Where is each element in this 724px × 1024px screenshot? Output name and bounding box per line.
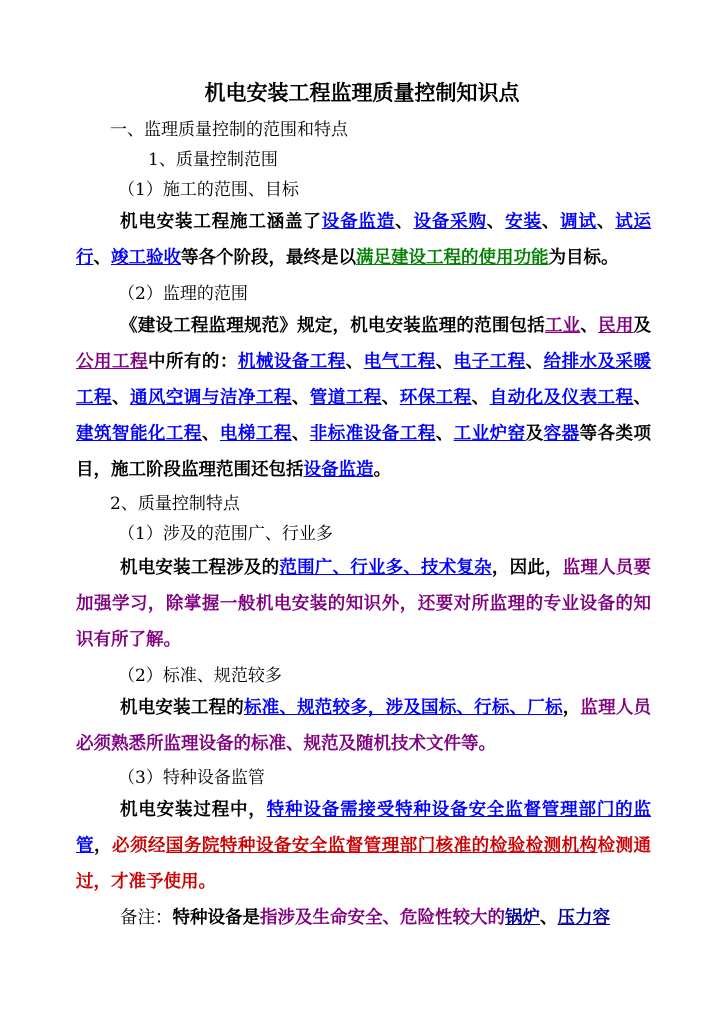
- subsection-heading-1: 1、质量控制范围: [148, 150, 278, 170]
- item-heading-2-3: （3）特种设备监管: [118, 768, 265, 788]
- text: ，因此，: [491, 558, 563, 578]
- paragraph-supervision-scope: [76, 308, 651, 488]
- text: 及: [633, 316, 652, 336]
- sep: 、: [541, 212, 561, 232]
- page-title: 机电安装工程监理质量控制知识点: [204, 81, 520, 105]
- sep: 、: [596, 212, 616, 232]
- link-elevator[interactable]: 电梯工程: [219, 424, 292, 444]
- link-special-equipment-supervision[interactable]: 特种设备需接受特种设备安全监督管理部门的监管: [76, 800, 652, 856]
- paragraph-construction-scope: [76, 204, 651, 276]
- sep: 、: [291, 424, 310, 444]
- highlight-text: 检测通过，才准予使用。: [76, 836, 652, 892]
- item-heading-1-2: （2）监理的范围: [118, 284, 248, 304]
- link-pipeline[interactable]: 管道工程: [309, 388, 382, 408]
- sep: 、: [633, 388, 652, 408]
- note-label: 备注：: [120, 908, 173, 928]
- sep: 、: [486, 212, 506, 232]
- link-standards[interactable]: 标准、规范较多，涉及国标、行标、厂标: [243, 698, 563, 718]
- paragraph-wide-scope: [76, 550, 651, 658]
- text: ，: [93, 836, 112, 856]
- link-plumbing-heating[interactable]: 给排水及采暖工程: [76, 352, 652, 408]
- link-inspection-agency[interactable]: 国务院特种设备安全监督管理部门核准的检验检测机构: [165, 836, 598, 856]
- link-commissioning[interactable]: 调试: [560, 212, 597, 232]
- text: 等各个阶段，最终是以: [181, 248, 356, 268]
- link-pressure-vessel[interactable]: 压力容: [557, 908, 610, 928]
- paragraph-standards: [76, 690, 651, 762]
- text: 中所有的：: [147, 352, 238, 372]
- link-mechanical-equipment[interactable]: 机械设备工程: [237, 352, 346, 372]
- sep: 、: [111, 388, 130, 408]
- subsection-heading-2: 2、质量控制特点: [110, 494, 240, 514]
- link-nonstandard-equipment[interactable]: 非标准设备工程: [309, 424, 436, 444]
- item-heading-2-2: （2）标准、规范较多: [118, 666, 282, 686]
- link-equipment-procurement[interactable]: 设备采购: [413, 212, 487, 232]
- sep: 、: [471, 388, 490, 408]
- link-trial-run[interactable]: 试运行: [76, 212, 652, 268]
- sep: 、: [435, 352, 454, 372]
- sep: 、: [395, 212, 414, 232]
- item-heading-1-1: （1）施工的范围、目标: [118, 180, 299, 200]
- link-civil[interactable]: 民用: [598, 316, 634, 336]
- item-heading-2-1: （1）涉及的范围广、行业多: [118, 524, 333, 544]
- text: 机电安装工程的: [120, 698, 244, 718]
- highlight-text: 监理人员必须熟悉所监理设备的标准、规范及随机技术文件等。: [76, 698, 652, 754]
- highlight-text: 必须经: [111, 836, 166, 856]
- link-electrical[interactable]: 电气工程: [363, 352, 436, 372]
- sep: 、: [580, 316, 599, 336]
- sep: 、: [381, 388, 400, 408]
- link-installation[interactable]: 安装: [505, 212, 542, 232]
- sep: 、: [525, 352, 544, 372]
- link-equipment-supervision[interactable]: 设备监造: [321, 212, 396, 232]
- section-heading-1: 一、监理质量控制的范围和特点: [110, 120, 348, 140]
- paragraph-note: [76, 900, 651, 936]
- link-equipment-supervision-2[interactable]: 设备监造: [303, 460, 374, 480]
- text: 机电安装工程涉及的: [120, 558, 280, 578]
- link-public-works[interactable]: 公用工程: [76, 352, 148, 372]
- link-industrial[interactable]: 工业: [544, 316, 581, 336]
- sep: 、: [93, 248, 111, 268]
- text: 及: [525, 424, 544, 444]
- text: 机电安装工程施工涵盖了: [120, 212, 322, 232]
- text: 特种设备是: [172, 908, 260, 928]
- text: 为目标。: [548, 248, 619, 268]
- link-use-function[interactable]: 满足建设工程的使用功能: [356, 248, 549, 268]
- link-completion-acceptance[interactable]: 竣工验收: [111, 248, 181, 268]
- link-wide-scope-complex[interactable]: 范围广、行业多、技术复杂: [279, 558, 492, 578]
- sep: 、: [201, 424, 220, 444]
- text: 。: [373, 460, 391, 480]
- sep: 、: [345, 352, 364, 372]
- sep: 、: [435, 424, 454, 444]
- link-hvac-clean[interactable]: 通风空调与洁净工程: [129, 388, 292, 408]
- text: 等各类项目，施工阶段监理范围还包括: [76, 424, 652, 480]
- text: 机电安装过程中，: [120, 800, 267, 820]
- highlight-text: 指涉及生命安全、危险性较大的: [260, 908, 505, 928]
- link-container[interactable]: 容器: [543, 424, 580, 444]
- paragraph-special-equipment: [76, 792, 651, 900]
- link-building-intelligence[interactable]: 建筑智能化工程: [76, 424, 202, 444]
- link-boiler[interactable]: 锅炉: [505, 908, 540, 928]
- text: ，: [562, 698, 581, 718]
- sep: 、: [540, 908, 558, 928]
- link-industrial-furnace[interactable]: 工业炉窑: [453, 424, 526, 444]
- link-automation-instrument[interactable]: 自动化及仪表工程: [489, 388, 634, 408]
- link-environmental[interactable]: 环保工程: [399, 388, 472, 408]
- highlight-text: 监理人员要加强学习，除掌握一般机电安装的知识外，还要对所监理的专业设备的知识有所了解。: [76, 558, 652, 650]
- link-electronic[interactable]: 电子工程: [453, 352, 526, 372]
- sep: 、: [291, 388, 310, 408]
- text: 《建设工程监理规范》规定，机电安装监理的范围包括: [120, 316, 545, 336]
